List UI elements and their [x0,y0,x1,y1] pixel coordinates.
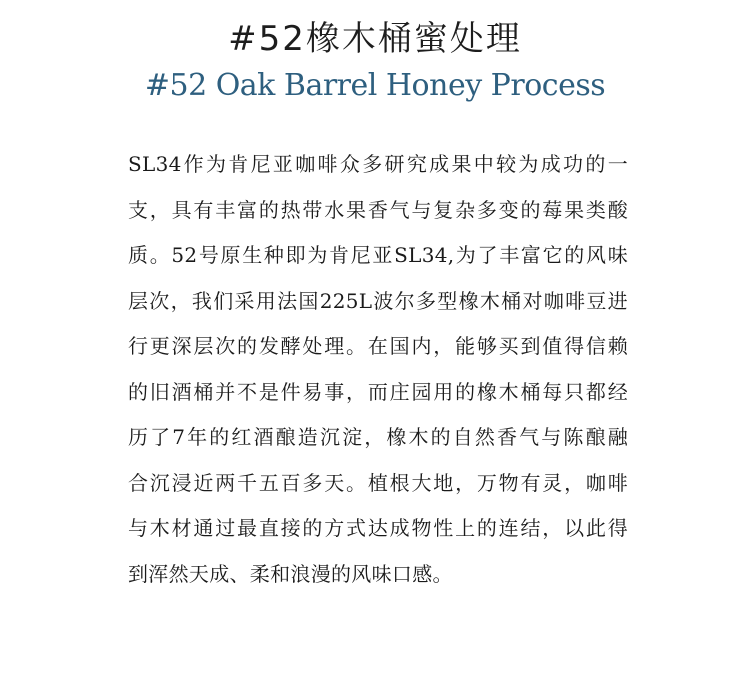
paragraph-line: 合沉浸近两千五百多天。植根大地，万物有灵，咖啡 [128,470,628,495]
paragraph-line: 到浑然天成、柔和浪漫的风味口感。 [128,561,453,586]
paragraph-line: 历了7年的红酒酿造沉淀，橡木的自然香气与陈酿融 [128,425,628,449]
paragraph-line: 层次，我们采用法国225L波尔多型橡木桶对咖啡豆进 [128,288,628,313]
paragraph-line: SL34作为肯尼亚咖啡众多研究成果中较为成功的一 [128,152,628,176]
paragraph-line: 质。52号原生种即为肯尼亚SL34,为了丰富它的风味 [128,243,628,267]
paragraph-line: 支，具有丰富的热带水果香气与复杂多变的莓果类酸 [128,197,628,222]
page-title-chinese: #52橡木桶蜜处理 [228,19,522,59]
description-paragraph [128,142,628,597]
page-title-english: #52 Oak Barrel Honey Process [144,68,606,103]
paragraph-line: 与木材通过最直接的方式达成物性上的连结，以此得 [128,516,628,540]
paragraph-line: 的旧酒桶并不是件易事，而庄园用的橡木桶每只都经 [128,379,628,404]
paragraph-line: 行更深层次的发酵处理。在国内，能够买到值得信赖 [128,334,628,358]
